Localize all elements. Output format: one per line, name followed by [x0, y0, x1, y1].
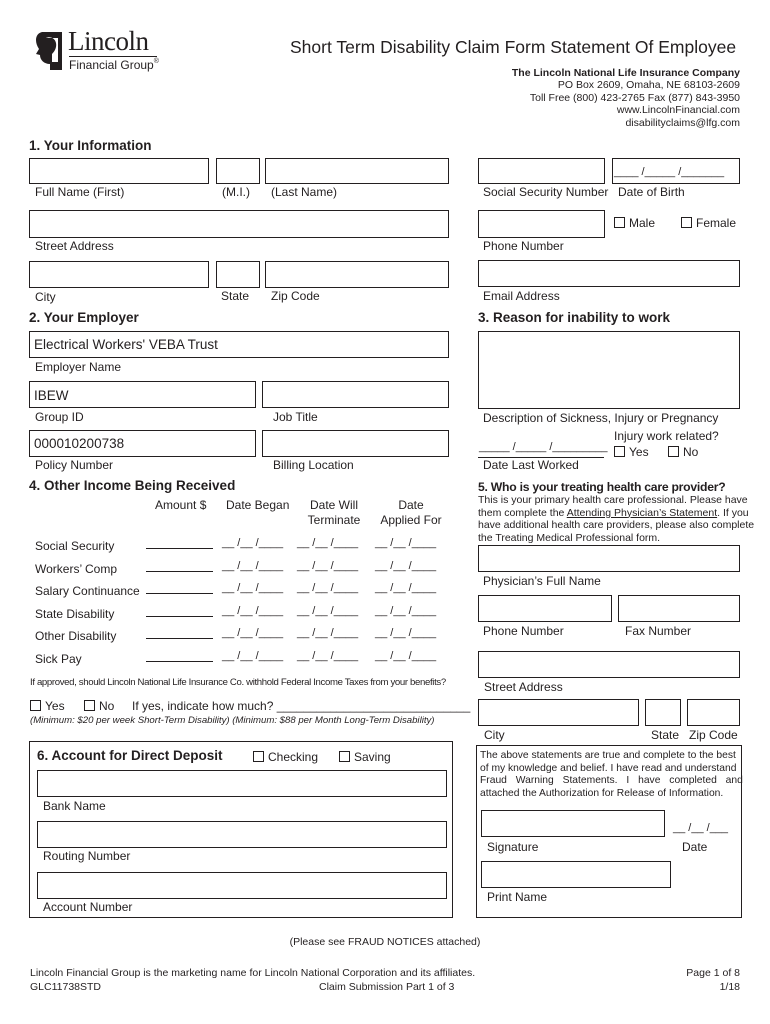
- terminate-header: [306, 498, 362, 528]
- signature-label: Signature: [487, 840, 539, 854]
- physician-street-label: Street Address: [484, 680, 563, 694]
- company-name: The Lincoln National Life Insurance Company: [511, 67, 740, 79]
- income-date-terminate[interactable]: __ /__ /____: [297, 582, 359, 594]
- minimum-note: (Minimum: $20 per week Short-Term Disability) (Minimum: $88 per Month Long-Term Disability): [30, 715, 435, 726]
- physician-state-field[interactable]: [645, 699, 681, 726]
- withhold-no-option[interactable]: [84, 699, 114, 713]
- income-date-applied[interactable]: __ /__ /____: [375, 627, 437, 639]
- fraud-notice: (Please see FRAUD NOTICES attached): [289, 936, 481, 948]
- physician-city-label: City: [484, 728, 505, 742]
- phone-label: Phone Number: [483, 239, 564, 253]
- section-6-title: 6. Account for Direct Deposit: [37, 748, 223, 763]
- section-5-instructions: [478, 494, 755, 544]
- checking-option[interactable]: [253, 750, 318, 764]
- account-number-label: Account Number: [43, 900, 133, 914]
- injury-no-checkbox[interactable]: [668, 446, 679, 457]
- attestation-line-3: Fraud Warning Statements. I have completed and: [480, 775, 743, 787]
- first-name-field[interactable]: [29, 158, 209, 184]
- lincoln-head-icon: [30, 30, 66, 72]
- date-last-worked-label: Date Last Worked: [483, 458, 579, 472]
- employer-name-label: Employer Name: [35, 360, 122, 374]
- form-title: Short Term Disability Claim Form Statement Of Employee: [290, 37, 737, 57]
- male-option[interactable]: [614, 216, 655, 230]
- ssn-field[interactable]: [478, 158, 605, 184]
- saving-checkbox[interactable]: [339, 751, 350, 762]
- middle-initial-field[interactable]: [216, 158, 260, 184]
- date-last-worked-format: _____ /_____ /_________: [479, 441, 608, 453]
- income-date-terminate[interactable]: __ /__ /____: [297, 650, 359, 662]
- claim-part: Claim Submission Part 1 of 3: [319, 981, 455, 993]
- income-date-applied[interactable]: __ /__ /____: [375, 560, 437, 572]
- attestation-line-4: attached the Authorization for Release of Information.: [480, 787, 724, 799]
- income-date-applied[interactable]: __ /__ /____: [375, 537, 437, 549]
- income-amount-line[interactable]: [146, 616, 213, 617]
- income-row-label: Social Security: [35, 539, 115, 553]
- physician-phone-field[interactable]: [478, 595, 612, 622]
- marketing-note: Lincoln Financial Group is the marketing name for Lincoln National Corporation and its affiliates.: [30, 967, 476, 979]
- applied-header-line2: Applied For: [380, 513, 442, 527]
- group-id-value: IBEW: [34, 388, 69, 403]
- email-label: Email Address: [483, 289, 560, 303]
- female-label: Female: [696, 216, 737, 230]
- injury-no-option[interactable]: [668, 445, 698, 459]
- instructions-line-3: have additional health care providers, please also complete: [478, 519, 755, 532]
- male-label: Male: [629, 216, 656, 230]
- withhold-yes-label: Yes: [45, 699, 65, 713]
- injury-no-label: No: [683, 445, 699, 459]
- ssn-label: Social Security Number: [483, 185, 609, 199]
- physician-state-label: State: [651, 728, 680, 742]
- attending-physician-link[interactable]: Attending Physician’s Statement: [566, 506, 718, 519]
- state-label: State: [221, 289, 250, 303]
- signature-date-label: Date: [682, 840, 708, 854]
- income-amount-line[interactable]: [146, 548, 213, 549]
- employer-name-value: Electrical Workers' VEBA Trust: [34, 337, 218, 352]
- instructions-line-2: [478, 506, 749, 520]
- phone-field[interactable]: [478, 210, 605, 238]
- zip-field[interactable]: [265, 261, 449, 288]
- logo-divider: [69, 56, 157, 57]
- terminate-header-line1: Date Will: [309, 498, 358, 512]
- job-title-field[interactable]: [262, 381, 449, 408]
- withhold-amount[interactable]: If yes, indicate how much? _____________________________: [132, 699, 471, 713]
- attestation-text: [480, 750, 743, 800]
- income-date-began[interactable]: __ /__ /____: [222, 605, 284, 617]
- company-website[interactable]: www.LincolnFinancial.com: [616, 104, 740, 117]
- billing-location-label: Billing Location: [273, 458, 354, 472]
- street-address-field[interactable]: [29, 210, 449, 238]
- injury-yes-checkbox[interactable]: [614, 446, 625, 457]
- revision-date: 1/18: [719, 981, 740, 993]
- street-address-label: Street Address: [35, 239, 114, 253]
- income-date-applied[interactable]: __ /__ /____: [375, 650, 437, 662]
- female-checkbox[interactable]: [681, 217, 692, 228]
- income-row-label: Workers’ Comp: [35, 562, 118, 576]
- injury-yes-label: Yes: [629, 445, 649, 459]
- amount-header: Amount $: [155, 498, 207, 512]
- signature-field[interactable]: [481, 810, 665, 837]
- company-phones: Toll Free (800) 423-2765 Fax (877) 843-3950: [529, 91, 740, 104]
- last-name-label: (Last Name): [271, 185, 338, 199]
- instructions-line-1: This is your primary health care professional. Please have: [478, 494, 748, 506]
- attestation-line-1: The above statements are true and complete to the best: [480, 750, 736, 761]
- income-date-began[interactable]: __ /__ /____: [222, 537, 284, 549]
- section-2-title: 2. Your Employer: [29, 310, 139, 325]
- logo-subtitle: [69, 58, 159, 72]
- mi-label: (M.I.): [222, 185, 250, 199]
- section-1-title: 1. Your Information: [29, 138, 152, 153]
- section-5-title: 5. Who is your treating health care provider?: [478, 480, 726, 494]
- last-name-field[interactable]: [265, 158, 449, 184]
- print-name-field[interactable]: [481, 861, 671, 888]
- income-date-applied[interactable]: __ /__ /____: [375, 582, 437, 594]
- income-date-began[interactable]: __ /__ /____: [222, 650, 284, 662]
- physician-zip-field[interactable]: [687, 699, 740, 726]
- dob-label: Date of Birth: [618, 185, 685, 199]
- instructions-line-2a: them complete the: [478, 506, 567, 519]
- instructions-line-2b: . If you: [717, 506, 749, 519]
- withhold-no-checkbox[interactable]: [84, 700, 95, 711]
- withhold-yes-checkbox[interactable]: [30, 700, 41, 711]
- first-name-label: Full Name (First): [35, 185, 125, 199]
- physician-street-field[interactable]: [478, 651, 740, 678]
- logo-sub-text: Financial Group: [69, 58, 154, 72]
- income-amount-line[interactable]: [146, 571, 213, 572]
- logo-reg: ®: [153, 58, 159, 65]
- applied-header-line1: Date: [398, 498, 424, 512]
- income-date-began[interactable]: __ /__ /____: [222, 582, 284, 594]
- city-field[interactable]: [29, 261, 209, 288]
- section-4-title: 4. Other Income Being Received: [29, 478, 236, 493]
- account-number-field[interactable]: [37, 872, 447, 899]
- income-amount-line[interactable]: [146, 593, 213, 594]
- email-field[interactable]: [478, 260, 740, 287]
- description-label: Description of Sickness, Injury or Pregnancy: [483, 411, 719, 425]
- income-amount-line[interactable]: [146, 661, 213, 662]
- policy-number-label: Policy Number: [35, 458, 114, 472]
- signature-date-field[interactable]: __ /__ /___: [673, 822, 729, 834]
- checking-label: Checking: [268, 750, 319, 764]
- physician-city-field[interactable]: [478, 699, 639, 726]
- physician-fax-label: Fax Number: [625, 624, 692, 638]
- routing-number-field[interactable]: [37, 821, 447, 848]
- income-date-began[interactable]: __ /__ /____: [222, 627, 284, 639]
- income-date-terminate[interactable]: __ /__ /____: [297, 605, 359, 617]
- terminate-header-line2: Terminate: [307, 513, 361, 527]
- group-id-label: Group ID: [35, 410, 84, 424]
- income-amount-line[interactable]: [146, 638, 213, 639]
- bank-name-field[interactable]: [37, 770, 447, 797]
- physician-name-field[interactable]: [478, 545, 740, 572]
- section-3-title: 3. Reason for inability to work: [478, 310, 671, 325]
- saving-label: Saving: [354, 750, 391, 764]
- billing-location-field[interactable]: [262, 430, 449, 457]
- form-code: GLC11738STD: [30, 981, 102, 993]
- income-date-terminate[interactable]: __ /__ /____: [297, 560, 359, 572]
- instructions-line-4: the Treating Medical Professional form.: [478, 531, 661, 544]
- income-date-applied[interactable]: __ /__ /____: [375, 605, 437, 617]
- date-began-header: Date Began: [226, 498, 290, 512]
- female-option[interactable]: [681, 216, 736, 230]
- withhold-question: If approved, should Lincoln National Life Insurance Co. withhold Federal Income Taxes from your benefits?: [30, 677, 446, 688]
- physician-name-label: Physician’s Full Name: [483, 574, 601, 588]
- physician-phone-label: Phone Number: [483, 624, 564, 638]
- policy-number-value: 000010200738: [34, 436, 125, 451]
- injury-yes-option[interactable]: [614, 445, 649, 459]
- company-address: PO Box 2609, Omaha, NE 68103-2609: [557, 79, 740, 92]
- city-label: City: [35, 290, 56, 304]
- logo-name: Lincoln: [68, 26, 149, 56]
- dob-format: ____ /_____ /_______: [614, 166, 725, 178]
- withhold-no-label: No: [99, 699, 115, 713]
- bank-name-label: Bank Name: [43, 799, 106, 813]
- physician-zip-label: Zip Code: [689, 728, 738, 742]
- page-number: Page 1 of 8: [686, 967, 740, 979]
- income-date-terminate[interactable]: __ /__ /____: [297, 537, 359, 549]
- checking-checkbox[interactable]: [253, 751, 264, 762]
- withhold-yes-option[interactable]: [30, 699, 65, 713]
- saving-option[interactable]: [339, 750, 391, 764]
- income-row-label: State Disability: [35, 607, 115, 621]
- attestation-line-2: of my knowledge and belief. I have read and understand: [480, 762, 737, 774]
- logo: [30, 28, 170, 74]
- job-title-label: Job Title: [273, 410, 318, 424]
- income-date-terminate[interactable]: __ /__ /____: [297, 627, 359, 639]
- physician-fax-field[interactable]: [618, 595, 740, 622]
- male-checkbox[interactable]: [614, 217, 625, 228]
- state-field[interactable]: [216, 261, 260, 288]
- routing-number-label: Routing Number: [43, 849, 131, 863]
- income-row-label: Other Disability: [35, 629, 117, 643]
- company-block: [512, 67, 740, 129]
- income-date-began[interactable]: __ /__ /____: [222, 560, 284, 572]
- zip-label: Zip Code: [271, 289, 320, 303]
- company-email[interactable]: disabilityclaims@lfg.com: [625, 116, 740, 129]
- injury-related-label: Injury work related?: [614, 429, 719, 443]
- income-row-label: Salary Continuance: [35, 584, 140, 598]
- print-name-label: Print Name: [487, 890, 548, 904]
- description-field[interactable]: [478, 331, 740, 409]
- income-row-label: Sick Pay: [35, 652, 82, 666]
- applied-header: [379, 498, 443, 528]
